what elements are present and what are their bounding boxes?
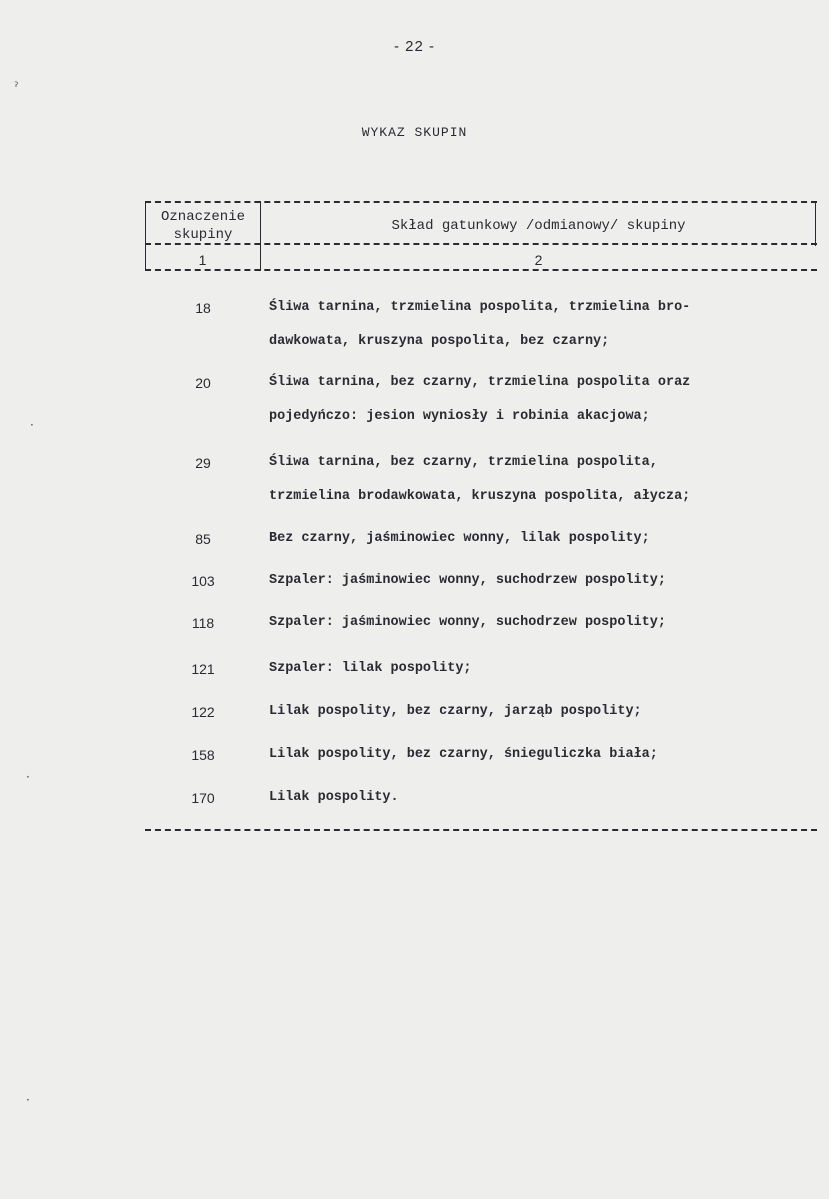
column-number-1: 1 — [198, 252, 207, 268]
row-code: 122 — [191, 704, 215, 720]
header-bottom-rule — [145, 269, 817, 271]
row-text-line: pojedyńczo: jesion wyniosły i robinia akacjowa; — [269, 409, 650, 424]
page-number: - 22 - — [393, 38, 435, 55]
row-text-line: Bez czarny, jaśminowiec wonny, lilak pospolity; — [269, 531, 650, 546]
row-text — [269, 446, 814, 514]
column-header-designation — [147, 208, 259, 244]
row-code: 18 — [195, 300, 211, 316]
row-text-line: Lilak pospolity, bez czarny, śnieguliczka biała; — [269, 747, 658, 762]
row-text — [269, 738, 814, 772]
row-text — [269, 695, 814, 729]
column-header-composition: Skład gatunkowy /odmianowy/ skupiny — [391, 218, 686, 234]
row-text — [269, 606, 814, 640]
row-text — [269, 366, 814, 434]
table-header — [145, 201, 817, 271]
row-text-line: Lilak pospolity. — [269, 790, 399, 805]
margin-speck: ˀ — [14, 80, 19, 94]
row-text-line: Lilak pospolity, bez czarny, jarząb pospolity; — [269, 704, 642, 719]
row-code: 121 — [191, 661, 215, 677]
row-text-line: Śliwa tarnina, trzmielina pospolita, trzmielina bro- — [269, 300, 691, 315]
margin-speck: · — [30, 418, 34, 432]
row-code: 118 — [191, 615, 215, 631]
row-text — [269, 522, 814, 556]
column-header-designation-line1: Oznaczenie — [160, 209, 245, 225]
margin-speck: · — [26, 770, 30, 784]
row-text-line: Śliwa tarnina, bez czarny, trzmielina pospolita, — [269, 455, 658, 470]
row-text-line: Szpaler: jaśminowiec wonny, suchodrzew pospolity; — [269, 573, 666, 588]
row-text-line: Śliwa tarnina, bez czarny, trzmielina pospolita oraz — [269, 375, 691, 390]
row-text-line: dawkowata, kruszyna pospolita, bez czarny; — [269, 334, 610, 349]
row-text — [269, 291, 814, 359]
column-number-2: 2 — [534, 252, 543, 268]
row-code: 85 — [195, 531, 211, 547]
row-code: 103 — [191, 573, 215, 589]
page-title: WYKAZ SKUPIN — [361, 125, 468, 140]
row-text-line: Szpaler: jaśminowiec wonny, suchodrzew pospolity; — [269, 615, 666, 630]
table-bottom-rule — [145, 829, 817, 831]
margin-speck: · — [26, 1093, 30, 1107]
row-code: 20 — [195, 375, 211, 391]
row-text — [269, 652, 814, 686]
row-text-line: trzmielina brodawkowata, kruszyna pospolita, ałycza; — [269, 489, 691, 504]
row-code: 170 — [191, 790, 215, 806]
row-text-line: Szpaler: lilak pospolity; — [269, 661, 472, 676]
column-header-designation-line2: skupiny — [173, 227, 233, 243]
header-top-rule — [145, 201, 817, 203]
row-text — [269, 564, 814, 598]
row-code: 29 — [195, 455, 211, 471]
row-code: 158 — [191, 747, 215, 763]
row-text — [269, 781, 814, 815]
